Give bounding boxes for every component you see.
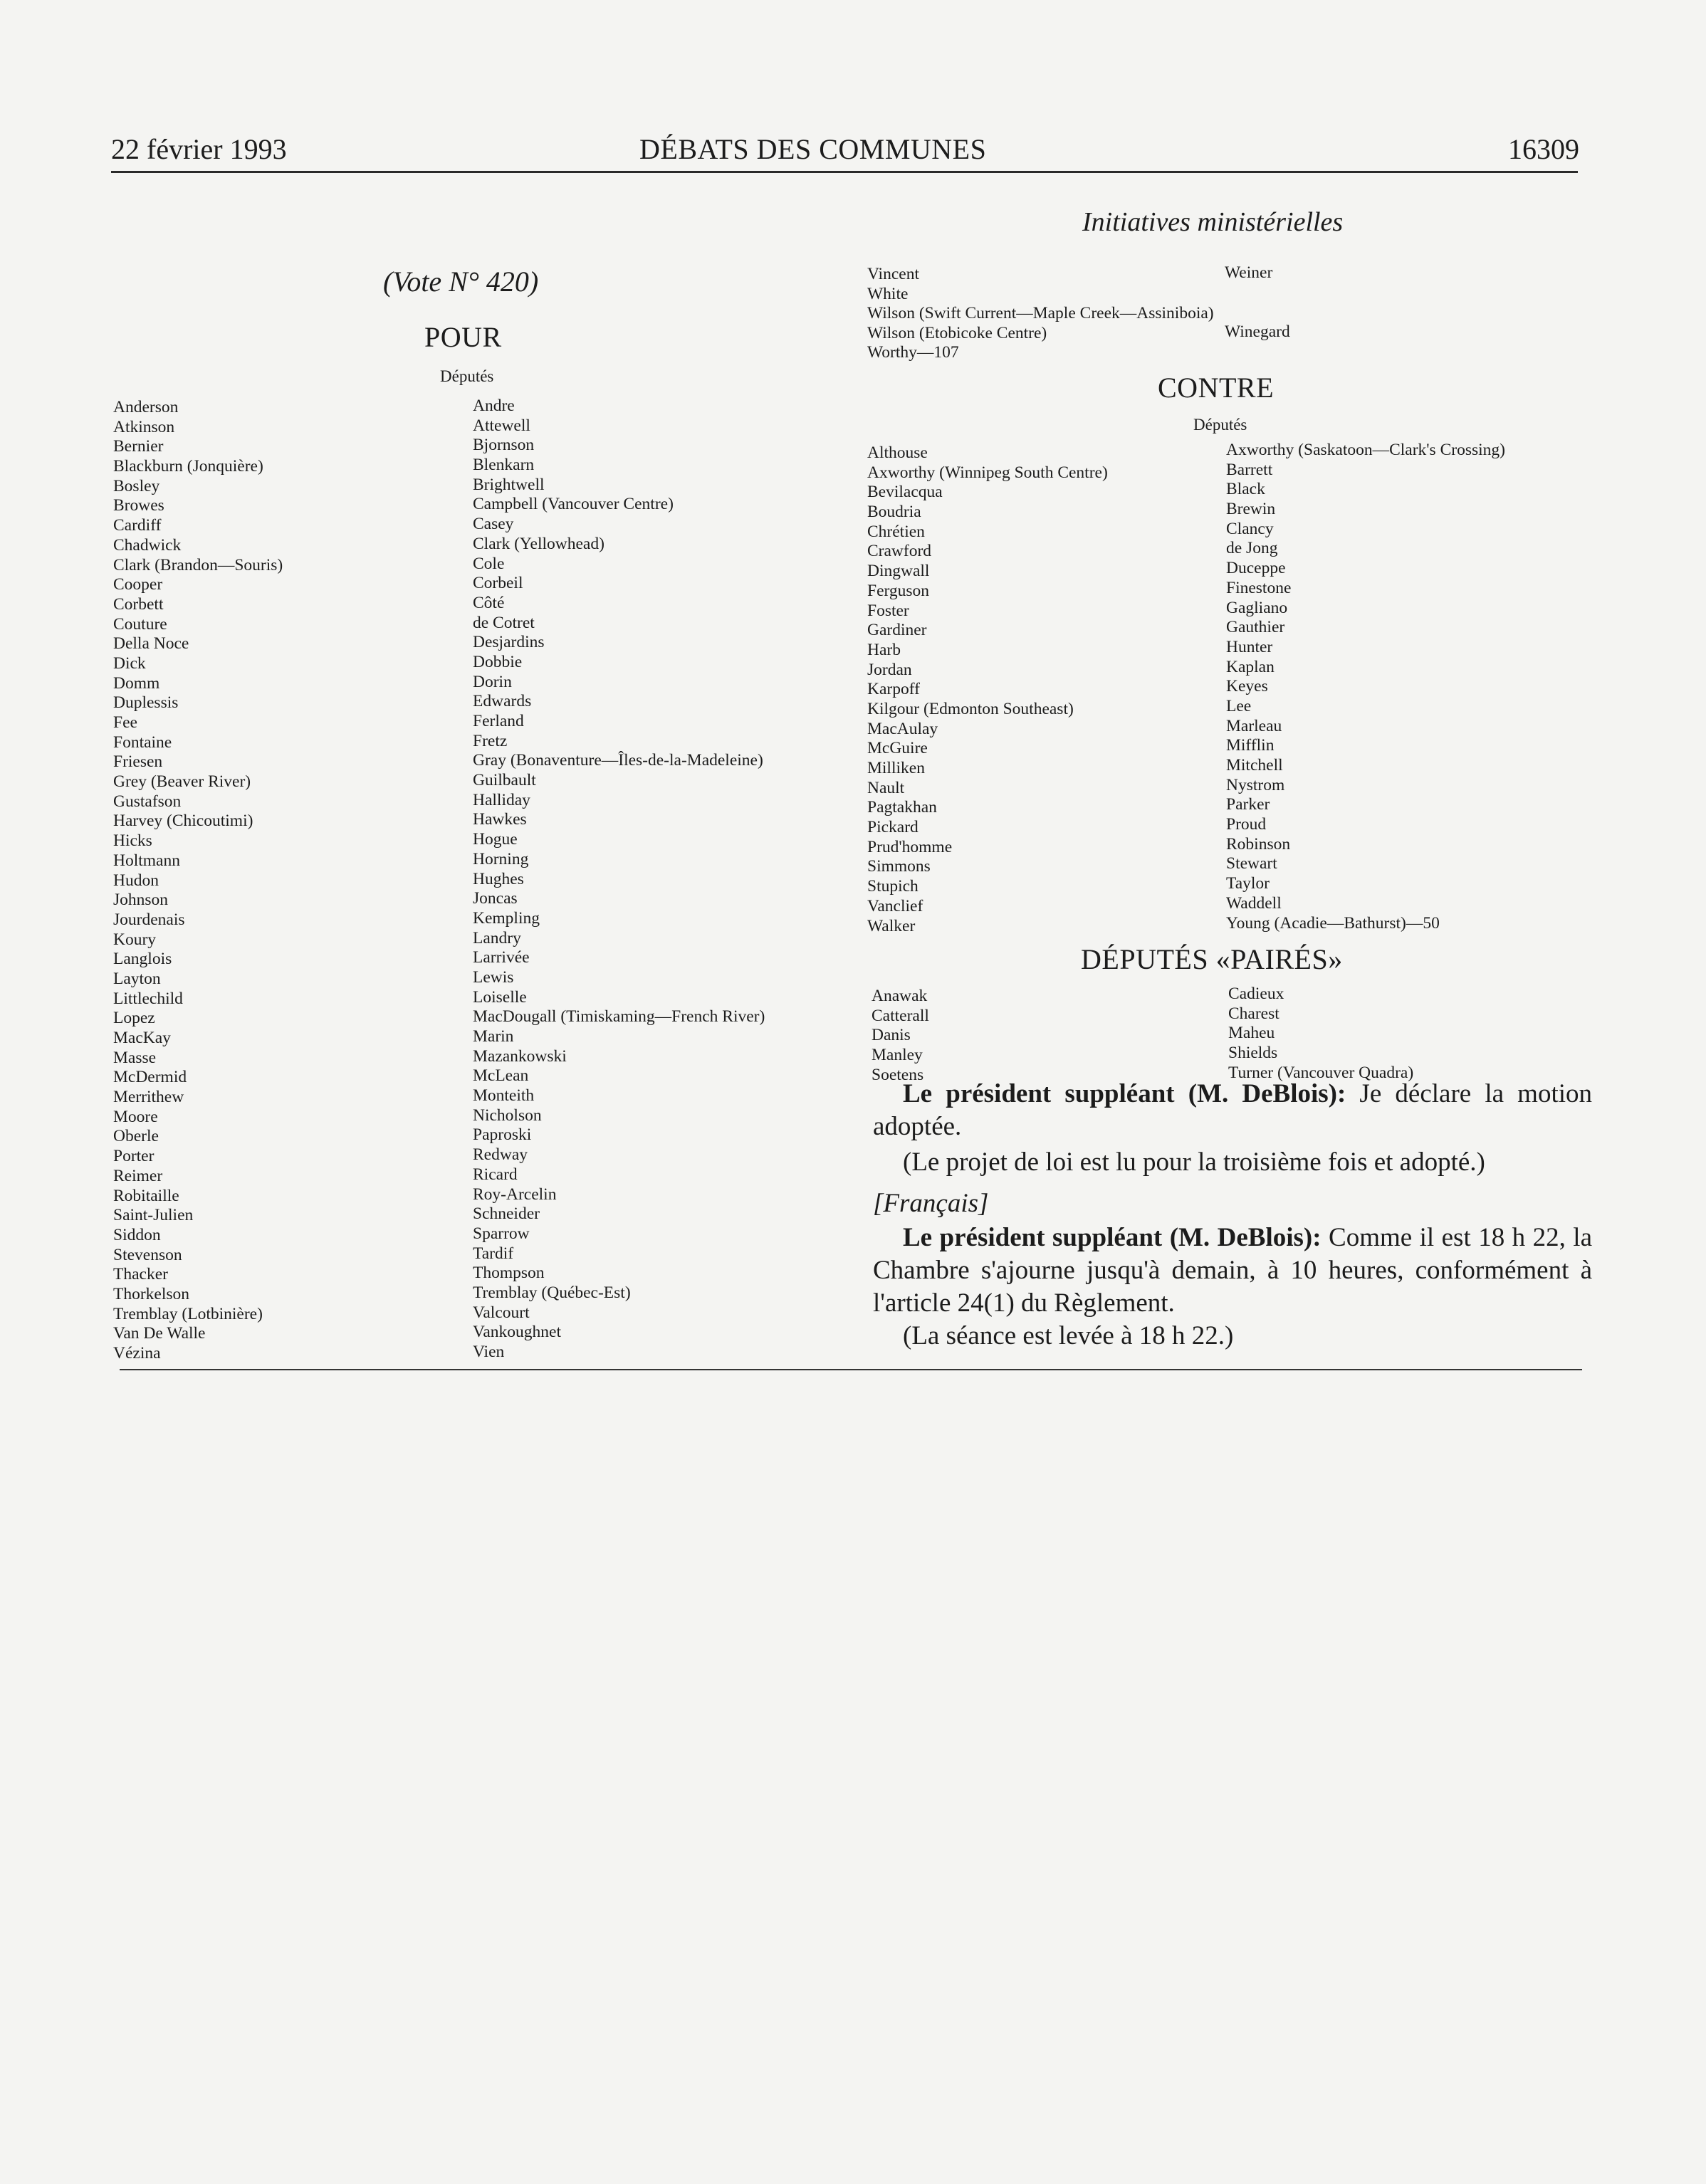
member-name: Wilson (Swift Current—Maple Creek—Assiniboia): [867, 304, 1214, 322]
paires-heading: DÉPUTÉS «PAIRÉS»: [1081, 943, 1343, 975]
member-name: Masse: [113, 1048, 157, 1067]
member-name: de Jong: [1226, 539, 1278, 558]
member-name: Pickard: [867, 818, 919, 837]
member-name: Redway: [473, 1145, 528, 1165]
member-name: Crawford: [867, 542, 932, 561]
member-name: Campbell (Vancouver Centre): [473, 495, 674, 514]
member-name: Ricard: [473, 1165, 518, 1184]
member-name: Kempling: [473, 908, 540, 928]
member-name: MacAulay: [867, 719, 938, 738]
member-name: Lee: [1226, 696, 1252, 715]
member-name: Halliday: [473, 790, 530, 809]
member-name: Ferland: [473, 712, 524, 730]
member-name: Taylor: [1226, 874, 1270, 893]
member-name: Larrivée: [473, 948, 530, 967]
member-name: Vankoughnet: [473, 1323, 562, 1342]
member-name: Thacker: [113, 1265, 168, 1284]
member-name: Edwards: [473, 692, 532, 711]
member-name: Clancy: [1226, 519, 1274, 538]
footer-rule: [120, 1369, 1582, 1370]
member-name: Dingwall: [867, 562, 930, 581]
member-name: Duplessis: [113, 693, 179, 713]
member-name: Milliken: [867, 759, 925, 777]
header-rule: [111, 171, 1578, 173]
member-name: Hogue: [473, 830, 518, 849]
member-name: Siddon: [113, 1225, 161, 1244]
member-name: Stevenson: [113, 1245, 182, 1264]
pour-subheading: Députés: [440, 367, 494, 385]
member-name: Clark (Brandon—Souris): [113, 555, 283, 574]
member-name: Atkinson: [113, 417, 175, 436]
member-name: Merrithew: [113, 1088, 184, 1107]
member-name: Kilgour (Edmonton Southeast): [867, 699, 1074, 718]
member-name: Waddell: [1226, 893, 1282, 913]
member-name: Cadieux: [1228, 985, 1284, 1003]
member-name: Roy-Arcelin: [473, 1185, 557, 1204]
member-name: Gauthier: [1226, 618, 1285, 637]
member-name: Cardiff: [113, 516, 162, 535]
member-name: Mitchell: [1226, 756, 1283, 775]
member-name: Vanclief: [867, 896, 923, 915]
member-name: Dick: [113, 653, 146, 673]
member-name: McLean: [473, 1066, 529, 1086]
member-name: Fee: [113, 713, 137, 732]
member-name: Ferguson: [867, 581, 930, 600]
member-name: Jordan: [867, 660, 912, 679]
member-name: Casey: [473, 515, 514, 534]
member-name: Danis: [872, 1026, 911, 1045]
member-name: Charest: [1228, 1004, 1280, 1023]
member-name: Blackburn (Jonquière): [113, 457, 263, 476]
member-name: Wilson (Etobicoke Centre): [867, 323, 1047, 342]
member-name: Moore: [113, 1107, 158, 1126]
member-name: Young (Acadie—Bathurst)—50: [1226, 913, 1440, 933]
member-name: Littlechild: [113, 989, 183, 1008]
member-name: Gustafson: [113, 792, 182, 811]
member-name: Maheu: [1228, 1024, 1275, 1043]
member-name: Oberle: [113, 1127, 159, 1146]
member-name: Dobbie: [473, 652, 523, 671]
member-name: Soetens: [872, 1065, 924, 1084]
member-name: Vincent: [867, 265, 919, 283]
member-name: Reimer: [113, 1166, 163, 1185]
member-name: Paproski: [473, 1125, 532, 1145]
member-name: Axworthy (Saskatoon—Clark's Crossing): [1226, 441, 1505, 459]
member-name: Robitaille: [113, 1186, 179, 1205]
speaker-statement: Comme il est 18 h 22, la Chambre s'ajourne jusqu'à demain, à 10 heures, conformément à l'article 24(1) du Règlement.: [873, 1223, 1592, 1318]
speaker-statement: Je déclare la motion adoptée.: [873, 1079, 1592, 1141]
member-name: Keyes: [1226, 677, 1268, 696]
language-marker: [Français]: [873, 1189, 989, 1218]
member-name: Gray (Bonaventure—Îles-de-la-Madeleine): [473, 751, 763, 770]
member-name: Tardif: [473, 1244, 514, 1263]
member-name: Parker: [1226, 795, 1270, 814]
member-name: Boudria: [867, 503, 921, 522]
member-name: Gagliano: [1226, 598, 1288, 617]
member-name: Prud'homme: [867, 837, 953, 856]
member-name: Catterall: [872, 1006, 929, 1025]
member-name: Stupich: [867, 877, 919, 896]
header-date: 22 février 1993: [111, 133, 287, 165]
member-name: Langlois: [113, 950, 172, 969]
member-name: Nault: [867, 778, 905, 797]
member-name: Shields: [1228, 1044, 1278, 1063]
member-name: Winegard: [1225, 322, 1290, 341]
speaker-name: Le président suppléant (M. DeBlois):: [903, 1223, 1322, 1252]
member-name: Joncas: [473, 889, 518, 908]
member-name: de Cotret: [473, 613, 535, 632]
member-name: Friesen: [113, 752, 163, 772]
member-name: Couture: [113, 614, 167, 634]
member-name: Lewis: [473, 967, 514, 987]
member-name: Bosley: [113, 476, 160, 495]
member-name: Holtmann: [113, 851, 180, 870]
member-name: Turner (Vancouver Quadra): [1228, 1063, 1414, 1082]
member-name: Corbett: [113, 594, 164, 614]
header-page-number: 16309: [1508, 133, 1579, 165]
sitting-adjourned-note: (La séance est levée à 18 h 22.): [903, 1321, 1234, 1350]
member-name: Della Noce: [113, 634, 189, 653]
member-name: Loiselle: [473, 987, 527, 1007]
member-name: Desjardins: [473, 633, 545, 652]
member-name: Attewell: [473, 416, 530, 435]
member-name: Marin: [473, 1027, 514, 1046]
member-name: Grey (Beaver River): [113, 772, 251, 792]
contre-subheading: Députés: [1193, 416, 1247, 434]
vote-number: (Vote N° 420): [383, 266, 539, 298]
member-name: MacKay: [113, 1029, 171, 1047]
member-name: Bjornson: [473, 436, 535, 455]
member-name: Axworthy (Winnipeg South Centre): [867, 463, 1108, 482]
member-name: Barrett: [1226, 460, 1273, 479]
member-name: Pagtakhan: [867, 798, 937, 817]
member-name: Brewin: [1226, 500, 1276, 519]
member-name: Althouse: [867, 443, 928, 462]
member-name: Horning: [473, 849, 529, 868]
speaker-name: Le président suppléant (M. DeBlois):: [903, 1079, 1346, 1108]
member-name: Marleau: [1226, 716, 1282, 735]
member-name: White: [867, 284, 909, 303]
member-name: Walker: [867, 916, 916, 935]
member-name: Clark (Yellowhead): [473, 534, 605, 553]
member-name: Sparrow: [473, 1224, 530, 1243]
member-name: Côté: [473, 593, 505, 612]
member-name: Valcourt: [473, 1303, 530, 1322]
member-name: Guilbault: [473, 771, 536, 790]
member-name: Harvey (Chicoutimi): [113, 812, 253, 831]
section-label: Initiatives ministérielles: [1082, 207, 1344, 237]
member-name: MacDougall (Timiskaming—French River): [473, 1007, 765, 1027]
member-name: Hunter: [1226, 637, 1273, 656]
member-name: Duceppe: [1226, 559, 1286, 578]
member-name: Mazankowski: [473, 1046, 567, 1066]
member-name: Kaplan: [1226, 657, 1275, 676]
member-name: Worthy—107: [867, 343, 959, 362]
member-name: Tremblay (Québec-Est): [473, 1283, 631, 1302]
member-name: Hicks: [113, 831, 152, 851]
bill-adopted-note: (Le projet de loi est lu pour la troisième fois et adopté.): [903, 1148, 1485, 1177]
speaker-paragraph-2: [873, 1222, 1592, 1320]
member-name: Corbeil: [473, 574, 523, 593]
member-name: Domm: [113, 673, 160, 693]
member-name: Hudon: [113, 871, 159, 890]
member-name: Nicholson: [473, 1106, 542, 1125]
contre-list-col2: [1226, 441, 1505, 933]
member-name: Nystrom: [1226, 775, 1285, 794]
member-name: Gardiner: [867, 621, 927, 640]
member-name: Vézina: [113, 1344, 161, 1363]
member-name: Dorin: [473, 672, 512, 691]
member-name: Foster: [867, 601, 909, 620]
member-name: Jourdenais: [113, 910, 185, 929]
member-name: Monteith: [473, 1086, 535, 1106]
member-name: Brightwell: [473, 475, 545, 494]
member-name: Manley: [872, 1046, 923, 1065]
member-name: Johnson: [113, 891, 169, 910]
member-name: Fretz: [473, 731, 508, 750]
member-name: McDermid: [113, 1068, 187, 1087]
member-name: Van De Walle: [113, 1324, 206, 1343]
pour-continued-col2b: [1225, 322, 1290, 342]
member-name: Lopez: [113, 1009, 155, 1028]
member-name: Landry: [473, 928, 521, 947]
paires-list-col2: [1228, 985, 1413, 1083]
header-title: DÉBATS DES COMMUNES: [639, 133, 987, 165]
member-name: Chrétien: [867, 522, 925, 541]
member-name: Bernier: [113, 437, 164, 456]
member-name: McGuire: [867, 739, 928, 758]
member-name: Hawkes: [473, 810, 527, 829]
member-name: Chadwick: [113, 535, 182, 555]
member-name: Tremblay (Lotbinière): [113, 1304, 263, 1323]
member-name: Black: [1226, 480, 1265, 499]
member-name: Mifflin: [1226, 736, 1275, 755]
member-name: Anawak: [872, 987, 928, 1005]
member-name: Cooper: [113, 575, 163, 594]
member-name: Proud: [1226, 815, 1267, 834]
member-name: Saint-Julien: [113, 1206, 194, 1225]
member-name: Robinson: [1226, 834, 1291, 854]
member-name: Koury: [113, 930, 157, 949]
pour-continued-col1: [867, 265, 919, 304]
member-name: Andre: [473, 397, 515, 415]
member-name: Layton: [113, 969, 161, 988]
contre-heading: CONTRE: [1158, 372, 1274, 404]
member-name: Blenkarn: [473, 456, 535, 475]
member-name: Bevilacqua: [867, 483, 943, 502]
pour-continued-col2: [1225, 263, 1272, 283]
pour-list-col1: [113, 398, 283, 1364]
pour-list-col2: [473, 397, 765, 1363]
member-name: Finestone: [1226, 578, 1292, 597]
member-name: Anderson: [113, 398, 179, 416]
paires-list-col1: [872, 987, 929, 1085]
member-name: Fontaine: [113, 733, 172, 752]
member-name: Browes: [113, 496, 164, 515]
speaker-paragraph-1: [873, 1078, 1592, 1143]
member-name: Thorkelson: [113, 1284, 190, 1303]
member-name: Weiner: [1225, 263, 1273, 282]
pour-continued-wide: [867, 304, 1214, 363]
member-name: Karpoff: [867, 680, 920, 699]
contre-list-col1: [867, 443, 1108, 936]
member-name: Schneider: [473, 1204, 540, 1224]
member-name: Vien: [473, 1343, 505, 1361]
member-name: Porter: [113, 1147, 155, 1166]
member-name: Simmons: [867, 857, 931, 876]
member-name: Stewart: [1226, 854, 1277, 873]
member-name: Thompson: [473, 1264, 545, 1283]
member-name: Cole: [473, 554, 505, 573]
member-name: Harb: [867, 640, 901, 659]
member-name: Hughes: [473, 869, 524, 888]
pour-heading: POUR: [424, 321, 502, 353]
